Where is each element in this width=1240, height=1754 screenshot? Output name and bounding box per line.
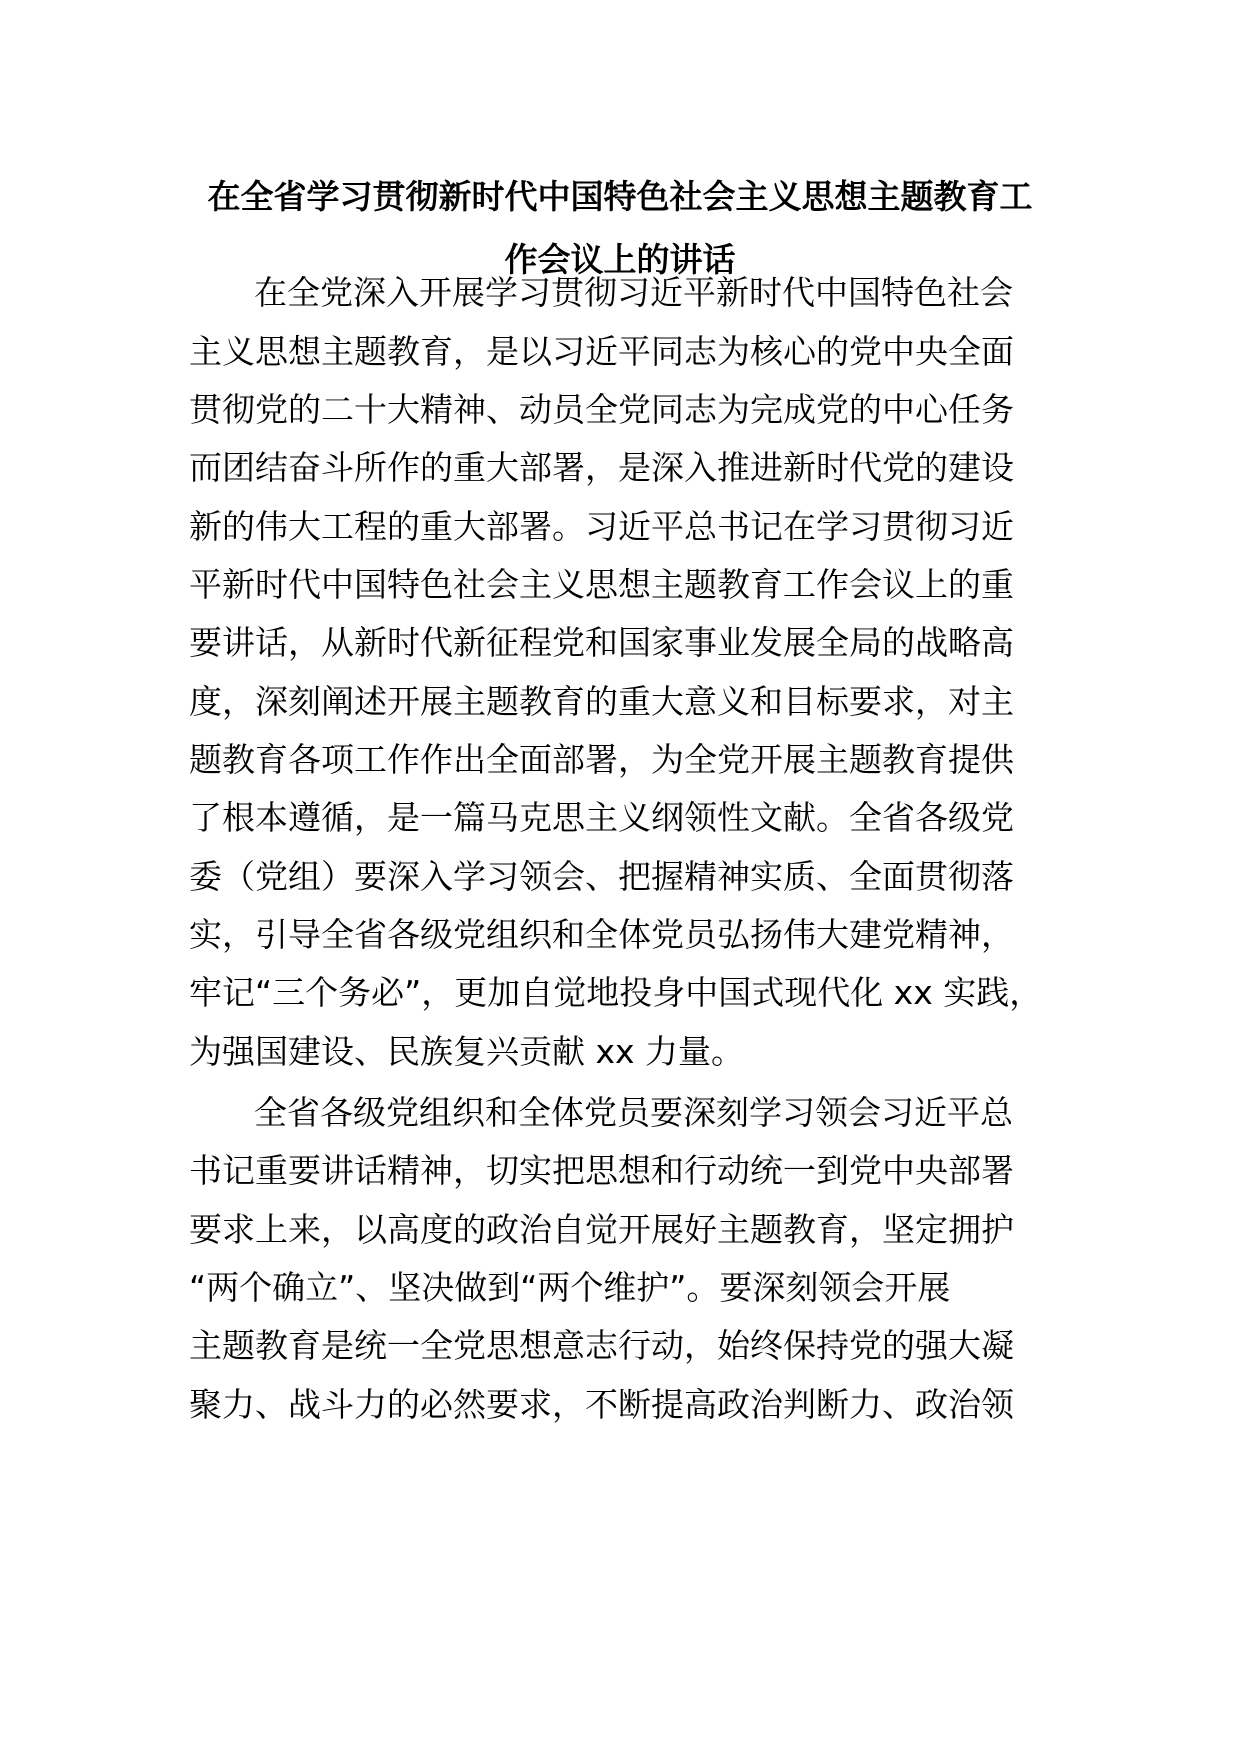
paragraph-1-line: 委（党组）要深入学习领会、把握精神实质、全面贯彻落 (189, 857, 1014, 896)
paragraph-1-line: 新的伟大工程的重大部署。习近平总书记在学习贯彻习近 (189, 507, 1014, 546)
paragraph-1-line: 实，引导全省各级党组织和全体党员弘扬伟大建党精神， (189, 915, 1014, 954)
paragraph-1-line: 题教育各项工作作出全面部署，为全党开展主题教育提供 (189, 740, 1014, 779)
paragraph-1-line: 而团结奋斗所作的重大部署，是深入推进新时代党的建设 (189, 448, 1014, 487)
paragraph-1-line: 贯彻党的二十大精神、动员全党同志为完成党的中心任务 (189, 390, 1014, 429)
paragraph-1-line: 牢记“三个务必”，更加自觉地投身中国式现代化 xx 实践， (189, 973, 1043, 1012)
paragraph-2-line: 书记重要讲话精神，切实把思想和行动统一到党中央部署 (189, 1151, 1014, 1190)
paragraph-1-line: 在全党深入开展学习贯彻习近平新时代中国特色社会 (254, 273, 1013, 312)
document-title-line-2: 作会议上的讲话 (504, 240, 736, 279)
paragraph-1-line: 为强国建设、民族复兴贡献 xx 力量。 (189, 1032, 745, 1071)
paragraph-1-line: 度，深刻阐述开展主题教育的重大意义和目标要求，对主 (189, 682, 1014, 721)
document-title-line-1: 在全省学习贯彻新时代中国特色社会主义思想主题教育工 (207, 177, 1033, 216)
paragraph-1-line: 平新时代中国特色社会主义思想主题教育工作会议上的重 (189, 565, 1014, 604)
paragraph-2-line: 要求上来，以高度的政治自觉开展好主题教育，坚定拥护 (189, 1210, 1014, 1249)
paragraph-2-line: 主题教育是统一全党思想意志行动，始终保持党的强大凝 (189, 1326, 1014, 1365)
paragraph-2-line: 全省各级党组织和全体党员要深刻学习领会习近平总 (254, 1093, 1013, 1132)
paragraph-2-line: “两个确立”、坚决做到“两个维护”。要深刻领会开展 (189, 1268, 951, 1307)
paragraph-2-line: 聚力、战斗力的必然要求，不断提高政治判断力、政治领 (189, 1385, 1014, 1424)
paragraph-1-line: 了根本遵循，是一篇马克思主义纲领性文献。全省各级党 (189, 798, 1014, 837)
paragraph-1-line: 要讲话，从新时代新征程党和国家事业发展全局的战略高 (189, 623, 1014, 662)
paragraph-1-line: 主义思想主题教育，是以习近平同志为核心的党中央全面 (189, 332, 1014, 371)
